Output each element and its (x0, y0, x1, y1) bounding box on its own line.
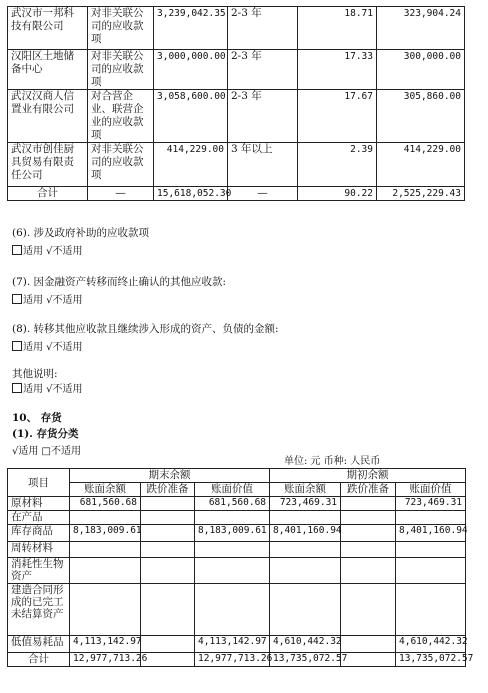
table-row (8, 636, 466, 653)
begin-balance (270, 558, 341, 584)
checkbox-icon (12, 245, 22, 255)
begin-balance: 723,469.31 (270, 497, 341, 511)
total-amount: 15,618,052.30 (154, 187, 228, 201)
end-balance (70, 584, 141, 636)
end-balance (70, 558, 141, 584)
end-impairment (141, 558, 195, 584)
debtor-amount: 3,058,600.00 (154, 90, 228, 143)
table-row (8, 497, 466, 511)
other-notes-label: 其他说明: (12, 368, 58, 380)
applicability-text: 适用 √不适用 (23, 246, 83, 257)
begin-value (396, 511, 466, 525)
begin-value: 723,469.31 (396, 497, 466, 511)
begin-balance: 8,401,160.94 (270, 525, 341, 542)
applicability-text: 适用 √不适用 (23, 384, 83, 395)
checkbox-icon (12, 383, 22, 393)
end-balance: 12,977,713.26 (70, 653, 141, 667)
end-balance: 4,113,142.97 (70, 636, 141, 653)
table-row (8, 558, 466, 584)
applicability-text: 适用 √不适用 (23, 342, 83, 353)
begin-value (396, 542, 466, 558)
end-impairment (141, 525, 195, 542)
applicability-other (12, 380, 83, 395)
end-value (195, 584, 270, 636)
end-impairment (141, 584, 195, 636)
header-impairment: 跌价准备 (141, 483, 195, 497)
begin-value (396, 584, 466, 636)
begin-impairment (341, 525, 396, 542)
begin-impairment (341, 636, 396, 653)
debtor-pct: 2.39 (298, 143, 377, 187)
end-balance: 681,560.68 (70, 497, 141, 511)
end-value: 4,113,142.97 (195, 636, 270, 653)
total-label: 合计 (8, 187, 88, 201)
debtor-name: 汉阳区土地储备中心 (8, 50, 88, 90)
section-heading-10-1: (1). 存货分类 (12, 428, 79, 440)
header-book-value: 账面价值 (396, 483, 466, 497)
end-balance (70, 542, 141, 558)
item-name: 库存商品 (8, 525, 70, 542)
inventory-table (7, 468, 474, 667)
begin-balance (270, 584, 341, 636)
begin-balance (270, 511, 341, 525)
debtor-provision: 300,000.00 (377, 50, 465, 90)
section-heading-6: (6). 涉及政府补助的应收款项 (12, 227, 150, 239)
debtor-amount: 414,229.00 (154, 143, 228, 187)
debtor-nature: 对非关联公司的应收款项 (88, 7, 154, 50)
debtor-provision: 414,229.00 (377, 143, 465, 187)
debtor-nature: 对合营企业、联营企业的应收款项 (88, 90, 154, 143)
table-row (8, 143, 465, 187)
header-book-value: 账面价值 (195, 483, 270, 497)
debtor-pct: 17.67 (298, 90, 377, 143)
header-period-end: 期末余额 (70, 469, 270, 483)
end-value (195, 511, 270, 525)
total-row (8, 653, 466, 667)
applicability-10: √适用 □不适用 (12, 446, 81, 457)
section-heading-8: (8). 转移其他应收款且继续涉入形成的资产、负债的金额: (12, 323, 279, 335)
section-heading-10: 10、 存货 (12, 412, 62, 424)
item-name: 原材料 (8, 497, 70, 511)
begin-balance: 4,610,442.32 (270, 636, 341, 653)
header-item: 项目 (8, 469, 70, 497)
begin-impairment (341, 511, 396, 525)
debtor-pct: 18.71 (298, 7, 377, 50)
end-impairment (141, 542, 195, 558)
debtor-amount: 3,239,042.35 (154, 7, 228, 50)
end-impairment (141, 636, 195, 653)
begin-value: 13,735,072.57 (396, 653, 466, 667)
end-value (195, 542, 270, 558)
end-impairment (141, 653, 195, 667)
end-balance (70, 511, 141, 525)
section-heading-7: (7). 因金融资产转移而终止确认的其他应收款: (12, 276, 227, 288)
table-row (8, 50, 465, 90)
debtor-age: 2-3 年 (228, 50, 298, 90)
debtor-name: 武汉汉商人信置业有限公司 (8, 90, 88, 143)
debtor-nature: 对非关联公司的应收款项 (88, 50, 154, 90)
begin-impairment (341, 558, 396, 584)
begin-balance: 13,735,072.57 (270, 653, 341, 667)
total-pct: 90.22 (298, 187, 377, 201)
table-row (8, 511, 466, 525)
checkbox-icon (12, 341, 22, 351)
debtor-age: 3 年以上 (228, 143, 298, 187)
debtor-provision: 305,860.00 (377, 90, 465, 143)
table-row (8, 525, 466, 542)
begin-impairment (341, 497, 396, 511)
total-age: — (228, 187, 298, 201)
item-name: 在产品 (8, 511, 70, 525)
begin-impairment (341, 653, 396, 667)
unit-currency-note: 单位: 元 币种: 人民币 (284, 456, 381, 467)
begin-impairment (341, 584, 396, 636)
header-impairment: 跌价准备 (341, 483, 396, 497)
header-book-balance: 账面余额 (270, 483, 341, 497)
end-value (195, 558, 270, 584)
total-row (8, 187, 465, 201)
header-book-balance: 账面余额 (70, 483, 141, 497)
checkbox-icon (12, 294, 22, 304)
applicability-7 (12, 291, 83, 306)
item-name: 消耗性生物资产 (8, 558, 70, 584)
item-name: 建造合同形成的已完工未结算资产 (8, 584, 70, 636)
table-row (8, 584, 466, 636)
begin-balance (270, 542, 341, 558)
debtor-age: 2-3 年 (228, 7, 298, 50)
item-name: 合计 (8, 653, 70, 667)
header-period-begin: 期初余额 (270, 469, 466, 483)
begin-value (396, 558, 466, 584)
applicability-text: 适用 √不适用 (23, 295, 83, 306)
item-name: 周转材料 (8, 542, 70, 558)
receivables-table (7, 6, 465, 201)
end-value: 681,560.68 (195, 497, 270, 511)
end-value: 12,977,713.26 (195, 653, 270, 667)
applicability-6 (12, 242, 83, 257)
total-provision: 2,525,229.43 (377, 187, 465, 201)
table-row (8, 542, 466, 558)
header-row (8, 469, 466, 483)
begin-value: 8,401,160.94 (396, 525, 466, 542)
debtor-pct: 17.33 (298, 50, 377, 90)
table-row (8, 90, 465, 143)
debtor-provision: 323,904.24 (377, 7, 465, 50)
subheader-row (8, 483, 466, 497)
debtor-nature: 对非关联公司的应收款项 (88, 143, 154, 187)
debtor-name: 武汉市创佳厨具贸易有限责任公司 (8, 143, 88, 187)
item-name: 低值易耗品 (8, 636, 70, 653)
end-impairment (141, 497, 195, 511)
begin-value: 4,610,442.32 (396, 636, 466, 653)
table-row (8, 7, 465, 50)
end-value: 8,183,009.61 (195, 525, 270, 542)
end-impairment (141, 511, 195, 525)
end-balance: 8,183,009.61 (70, 525, 141, 542)
debtor-amount: 3,000,000.00 (154, 50, 228, 90)
total-nature: — (88, 187, 154, 201)
debtor-age: 2-3 年 (228, 90, 298, 143)
applicability-8 (12, 338, 83, 353)
debtor-name: 武汉市一邦科技有限公司 (8, 7, 88, 50)
begin-impairment (341, 542, 396, 558)
